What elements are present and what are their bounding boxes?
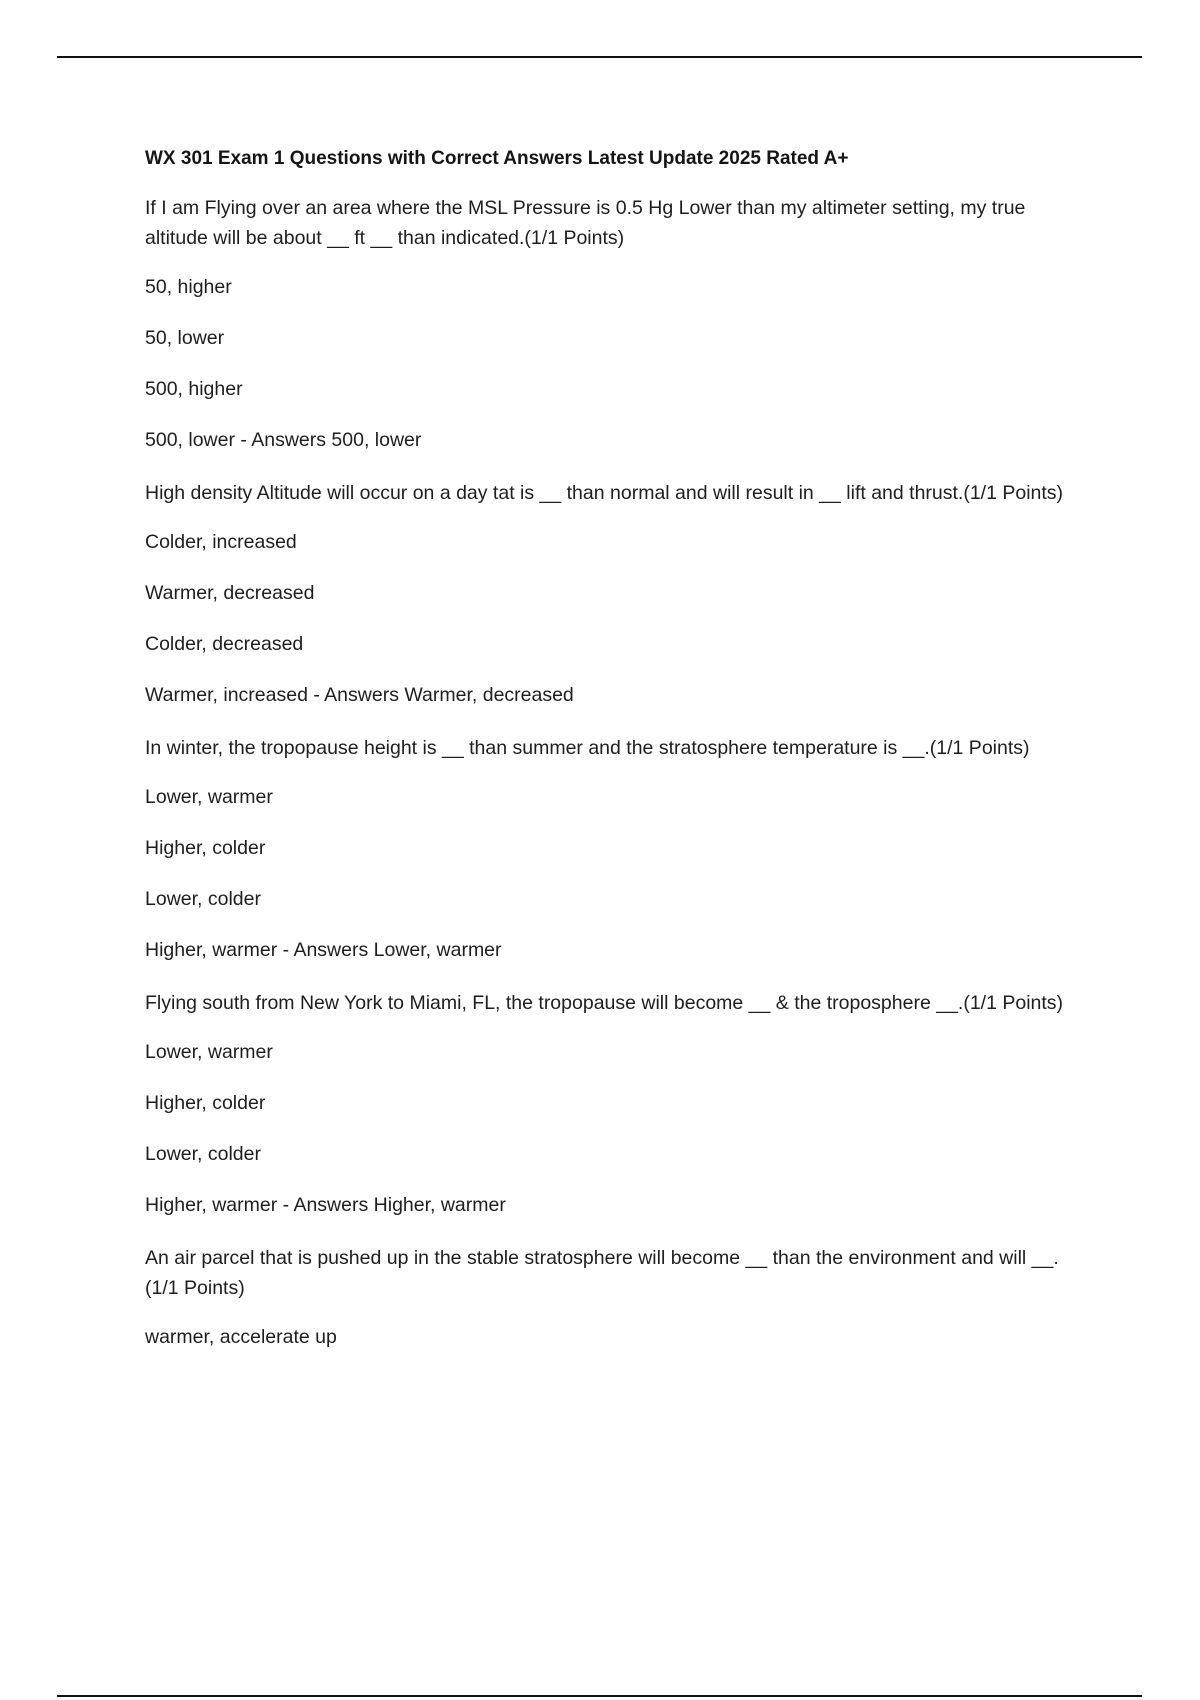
question-2 bbox=[145, 478, 1090, 708]
question-4 bbox=[145, 988, 1090, 1218]
answer-option: Lower, colder bbox=[145, 1143, 261, 1165]
answer-option: Higher, warmer - Answers Higher, warmer bbox=[145, 1194, 506, 1216]
question-text: If I am Flying over an area where the MSL Pressure is 0.5 Hg Lower than my altimeter setting, my true altitude will be about __ ft __ than indicated.(1/1 Points) bbox=[145, 197, 1026, 249]
answer-option: Colder, decreased bbox=[145, 633, 304, 655]
answer-option: 500, higher bbox=[145, 378, 243, 400]
answer-option: Lower, warmer bbox=[145, 786, 273, 808]
question-1 bbox=[145, 193, 1090, 453]
answer-option: Higher, warmer - Answers Lower, warmer bbox=[145, 939, 502, 961]
answer-option: Lower, warmer bbox=[145, 1041, 273, 1063]
answer-option: Higher, colder bbox=[145, 837, 266, 859]
answer-option: Warmer, decreased bbox=[145, 582, 315, 604]
header-rule bbox=[57, 56, 1142, 58]
answer-option: Colder, increased bbox=[145, 531, 297, 553]
answer-option: warmer, accelerate up bbox=[145, 1326, 337, 1348]
question-text: High density Altitude will occur on a day tat is __ than normal and will result in __ lift and thrust.(1/1 Points) bbox=[145, 482, 1064, 504]
question-text: Flying south from New York to Miami, FL, the tropopause will become __ & the troposphere __.(1/1 Points) bbox=[145, 992, 1064, 1014]
document-title: WX 301 Exam 1 Questions with Correct Answers Latest Update 2025 Rated A+ bbox=[145, 148, 849, 169]
answer-option: 500, lower - Answers 500, lower bbox=[145, 429, 422, 451]
question-text: An air parcel that is pushed up in the stable stratosphere will become __ than the environment and will __.(1/1 Points) bbox=[145, 1247, 1059, 1299]
answer-option: Higher, colder bbox=[145, 1092, 266, 1114]
answer-option: 50, lower bbox=[145, 327, 225, 349]
document-body bbox=[145, 146, 1090, 1375]
footer-rule bbox=[57, 1695, 1142, 1697]
answer-option: Lower, colder bbox=[145, 888, 261, 910]
question-5 bbox=[145, 1243, 1090, 1350]
answer-option: 50, higher bbox=[145, 276, 232, 298]
question-3 bbox=[145, 733, 1090, 963]
question-text: In winter, the tropopause height is __ than summer and the stratosphere temperature is __.(1/1 Points) bbox=[145, 737, 1030, 759]
answer-option: Warmer, increased - Answers Warmer, decreased bbox=[145, 684, 574, 706]
